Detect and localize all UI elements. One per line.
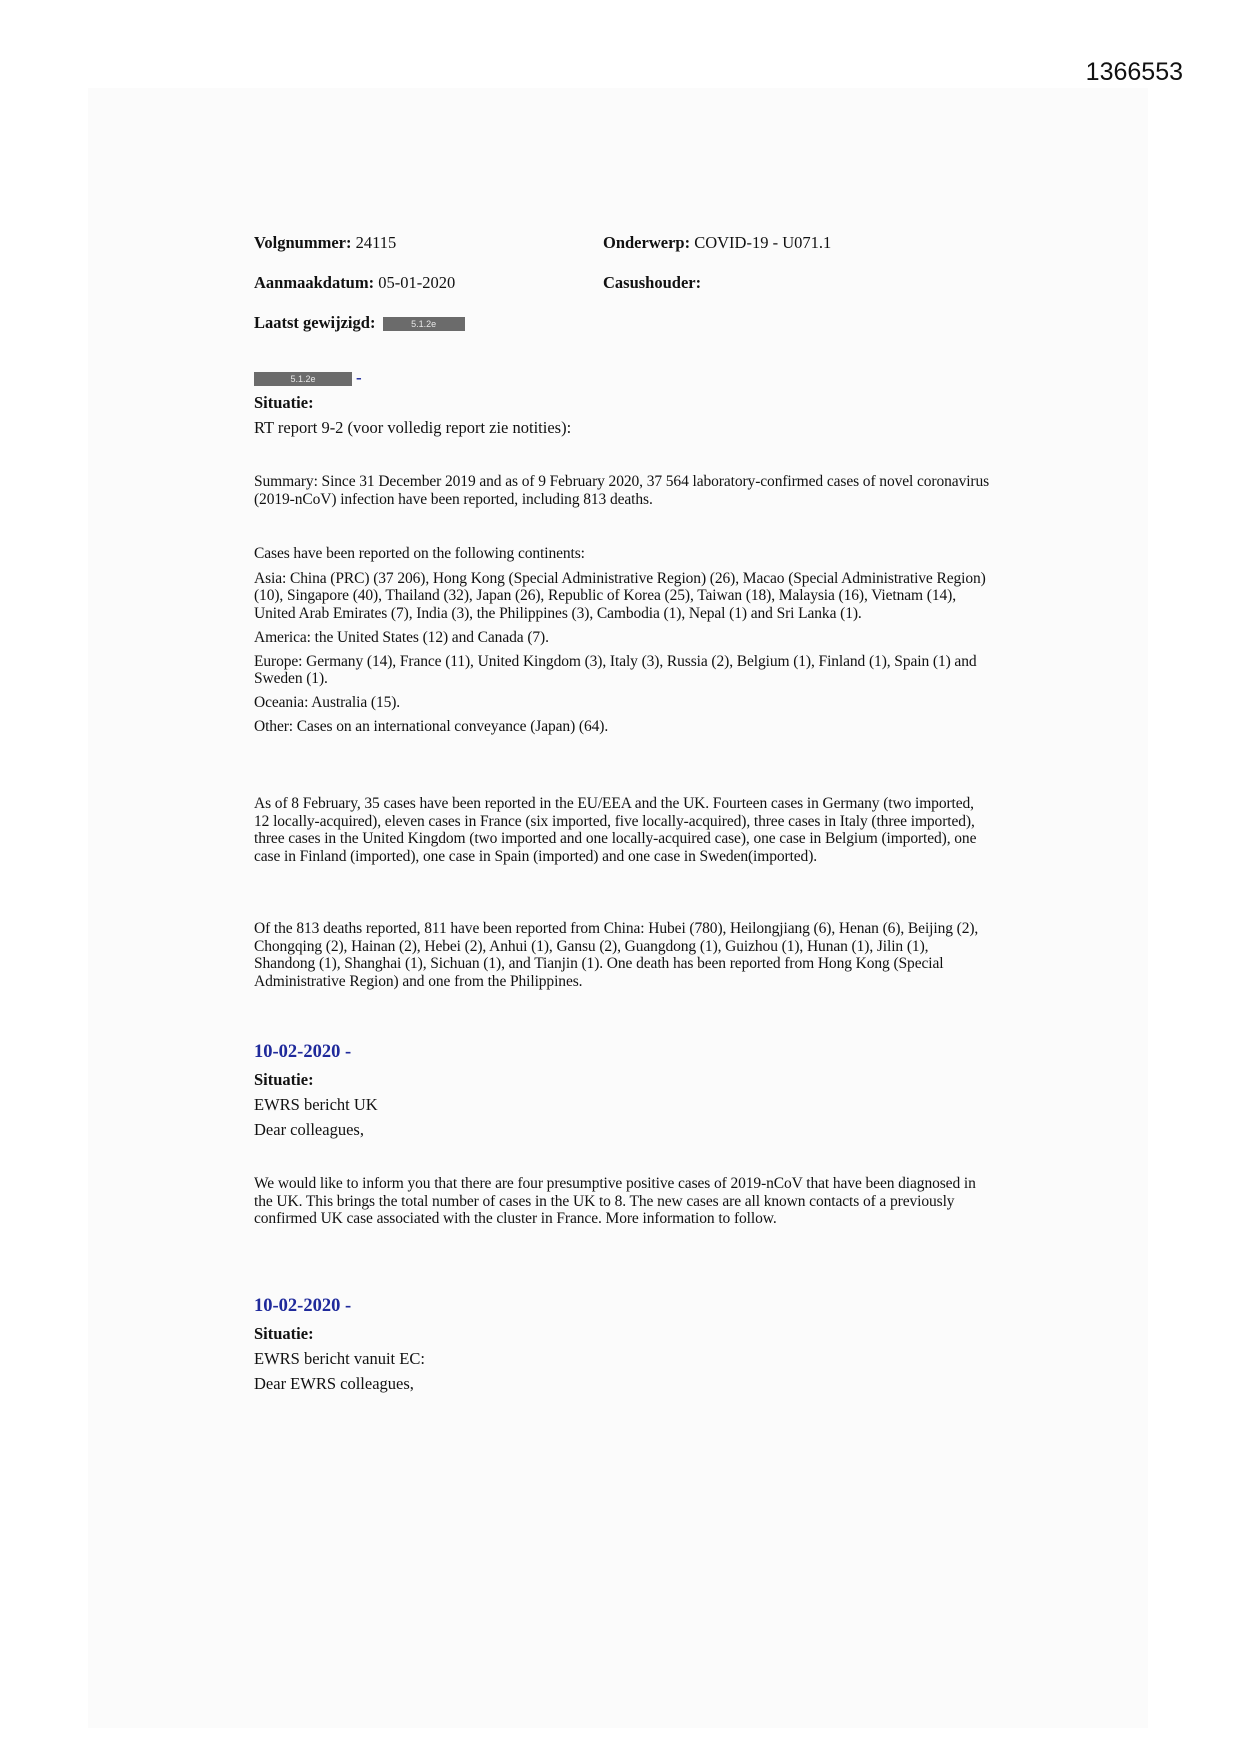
entry-1-summary xyxy=(254,473,992,514)
entry-1-header xyxy=(254,368,362,388)
entry-2-source: EWRS bericht UK xyxy=(254,1095,378,1114)
casushouder-label: Casushouder: xyxy=(603,273,702,292)
entry-2-body-text: We would like to inform you that there are four presumptive positive cases of 2019-nCoV that have been diagnosed in the UK. This brings the total number of cases in the UK to 8. The new cases are all known contacts of a previously confirmed UK case associated with the cluster in France. More information to follow. xyxy=(254,1175,976,1228)
onderwerp-label: Onderwerp: xyxy=(603,233,691,252)
laatst-gewijzigd-label: Laatst gewijzigd: xyxy=(254,313,376,332)
casushouder-field xyxy=(603,273,701,293)
entry-3-date: 10-02-2020 - xyxy=(254,1296,352,1316)
onderwerp-value: COVID-19 - U071.1 xyxy=(694,233,832,252)
continents-intro: Cases have been reported on the following continents: xyxy=(254,545,585,562)
entry-1-continents xyxy=(254,545,992,741)
continent-europe: Europe: Germany (14), France (11), United Kingdom (3), Italy (3), Russia (2), Belgium (1), Finland (1), Spain (1) and Sweden (1). xyxy=(254,652,977,688)
entry-1-eu-eea xyxy=(254,795,992,872)
entry-3-greeting: Dear EWRS colleagues, xyxy=(254,1374,414,1393)
entry-2-greeting: Dear colleagues, xyxy=(254,1120,364,1139)
laatst-gewijzigd-field xyxy=(254,313,465,333)
continent-other: Other: Cases on an international conveyance (Japan) (64). xyxy=(254,717,609,735)
entry-1-situatie-label: Situatie: xyxy=(254,393,314,412)
entry-1-dash: - xyxy=(356,368,362,387)
entry-3-source: EWRS bericht vanuit EC: xyxy=(254,1349,425,1368)
redacted-date-box: 5.1.2e xyxy=(254,372,352,386)
continent-oceania: Oceania: Australia (15). xyxy=(254,693,401,711)
deaths-text: Of the 813 deaths reported, 811 have been reported from China: Hubei (780), Heilongjiang (6), Henan (6), Beijing (2), Chongqing (2), Hainan (2), Hebei (2), Anhui (1), Gansu (2), Guangdong (1), Guizhou (1), Hunan (1), Jilin (1), Shandong (1), Shanghai (1), Sichuan (1), and Tianjin (1). One death has been reported from Hong Kong (Special Administrative Region) and one from the Philippines. xyxy=(254,920,979,991)
aanmaakdatum-field xyxy=(254,273,455,293)
entry-1-deaths xyxy=(254,920,992,997)
eu-eea-text: As of 8 February, 35 cases have been reported in the EU/EEA and the UK. Fourteen cases in Germany (two imported, 12 locally-acquired), eleven cases in France (six imported, five locally-acquired), three cases in Italy (three imported), three cases in the United Kingdom (two imported and one locally-acquired case), one case in Belgium (imported), one case in Finland (imported), one case in Spain (imported) and one case in Sweden(imported). xyxy=(254,795,977,866)
aanmaakdatum-value: 05-01-2020 xyxy=(378,273,456,292)
entry-1-intro: RT report 9-2 (voor volledig report zie notities): xyxy=(254,418,572,437)
entry-2-date: 10-02-2020 - xyxy=(254,1042,352,1062)
continent-asia: Asia: China (PRC) (37 206), Hong Kong (Special Administrative Region) (26), Macao (Special Administrative Region) (10), Singapore (40), Thailand (32), Japan (26), Republic of Korea (25), Taiwan (18), Malaysia (16), Vietnam (14), United Arab Emirates (7), India (3), the Philippines (3), Cambodia (1), Nepal (1) and Sri Lanka (1). xyxy=(254,569,986,623)
summary-text: Summary: Since 31 December 2019 and as of 9 February 2020, 37 564 laboratory-confirmed cases of novel coronavirus (2019-nCoV) infection have been reported, including 813 deaths. xyxy=(254,473,990,508)
entry-2-body xyxy=(254,1175,992,1234)
scanned-page-background xyxy=(88,88,1148,1728)
entry-2-situatie-label: Situatie: xyxy=(254,1070,314,1089)
volgnummer-value: 24115 xyxy=(355,233,397,252)
continent-america: America: the United States (12) and Canada (7). xyxy=(254,628,549,646)
volgnummer-label: Volgnummer: xyxy=(254,233,352,252)
aanmaakdatum-label: Aanmaakdatum: xyxy=(254,273,375,292)
document-number: 1366553 xyxy=(1085,58,1183,86)
onderwerp-field xyxy=(603,233,831,253)
redaction-box: 5.1.2e xyxy=(383,317,465,331)
entry-3-situatie-label: Situatie: xyxy=(254,1324,314,1343)
volgnummer-field xyxy=(254,233,396,253)
